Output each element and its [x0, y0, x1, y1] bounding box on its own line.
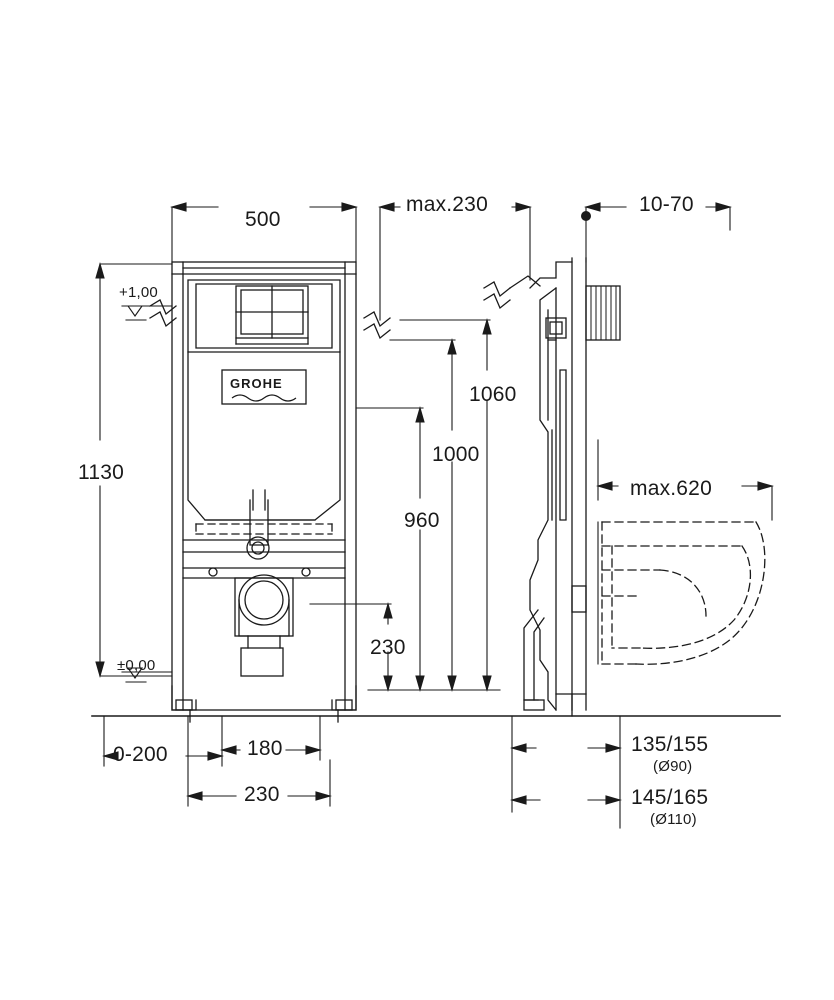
wc-bowl-outline: [602, 522, 765, 664]
dimension-label-10-70: 10-70: [639, 193, 694, 216]
dimension-label-960: 960: [404, 509, 440, 532]
dimension-label-1130: 1130: [78, 461, 124, 484]
dimension-label-1060: 1060: [469, 383, 517, 406]
side-view-frame: [524, 211, 620, 716]
dimension-label-plus-1-00: +1,00: [119, 284, 158, 301]
dimension-label-width-500: 500: [245, 208, 281, 231]
grohe-wave-icon: [230, 392, 298, 402]
dimension-label-zero-level: ±0,00: [117, 657, 156, 674]
dimension-label-1000: 1000: [432, 443, 480, 466]
front-view-frame: [172, 262, 356, 722]
dimension-label-diameter-90: (Ø90): [653, 758, 693, 775]
dimension-label-230-bottom: 230: [244, 783, 280, 806]
grohe-brand-label: GROHE: [230, 376, 283, 391]
dimension-label-diameter-110: (Ø110): [650, 811, 697, 828]
dimension-label-230-vertical: 230: [370, 636, 406, 659]
dimension-label-0-200: 0-200: [113, 743, 168, 766]
dimension-label-max-230: max.230: [406, 193, 488, 216]
dimension-label-145-165: 145/165: [631, 786, 709, 809]
dimension-label-max-620: max.620: [630, 477, 712, 500]
dimension-label-180: 180: [247, 737, 283, 760]
dimension-label-135-155: 135/155: [631, 733, 709, 756]
